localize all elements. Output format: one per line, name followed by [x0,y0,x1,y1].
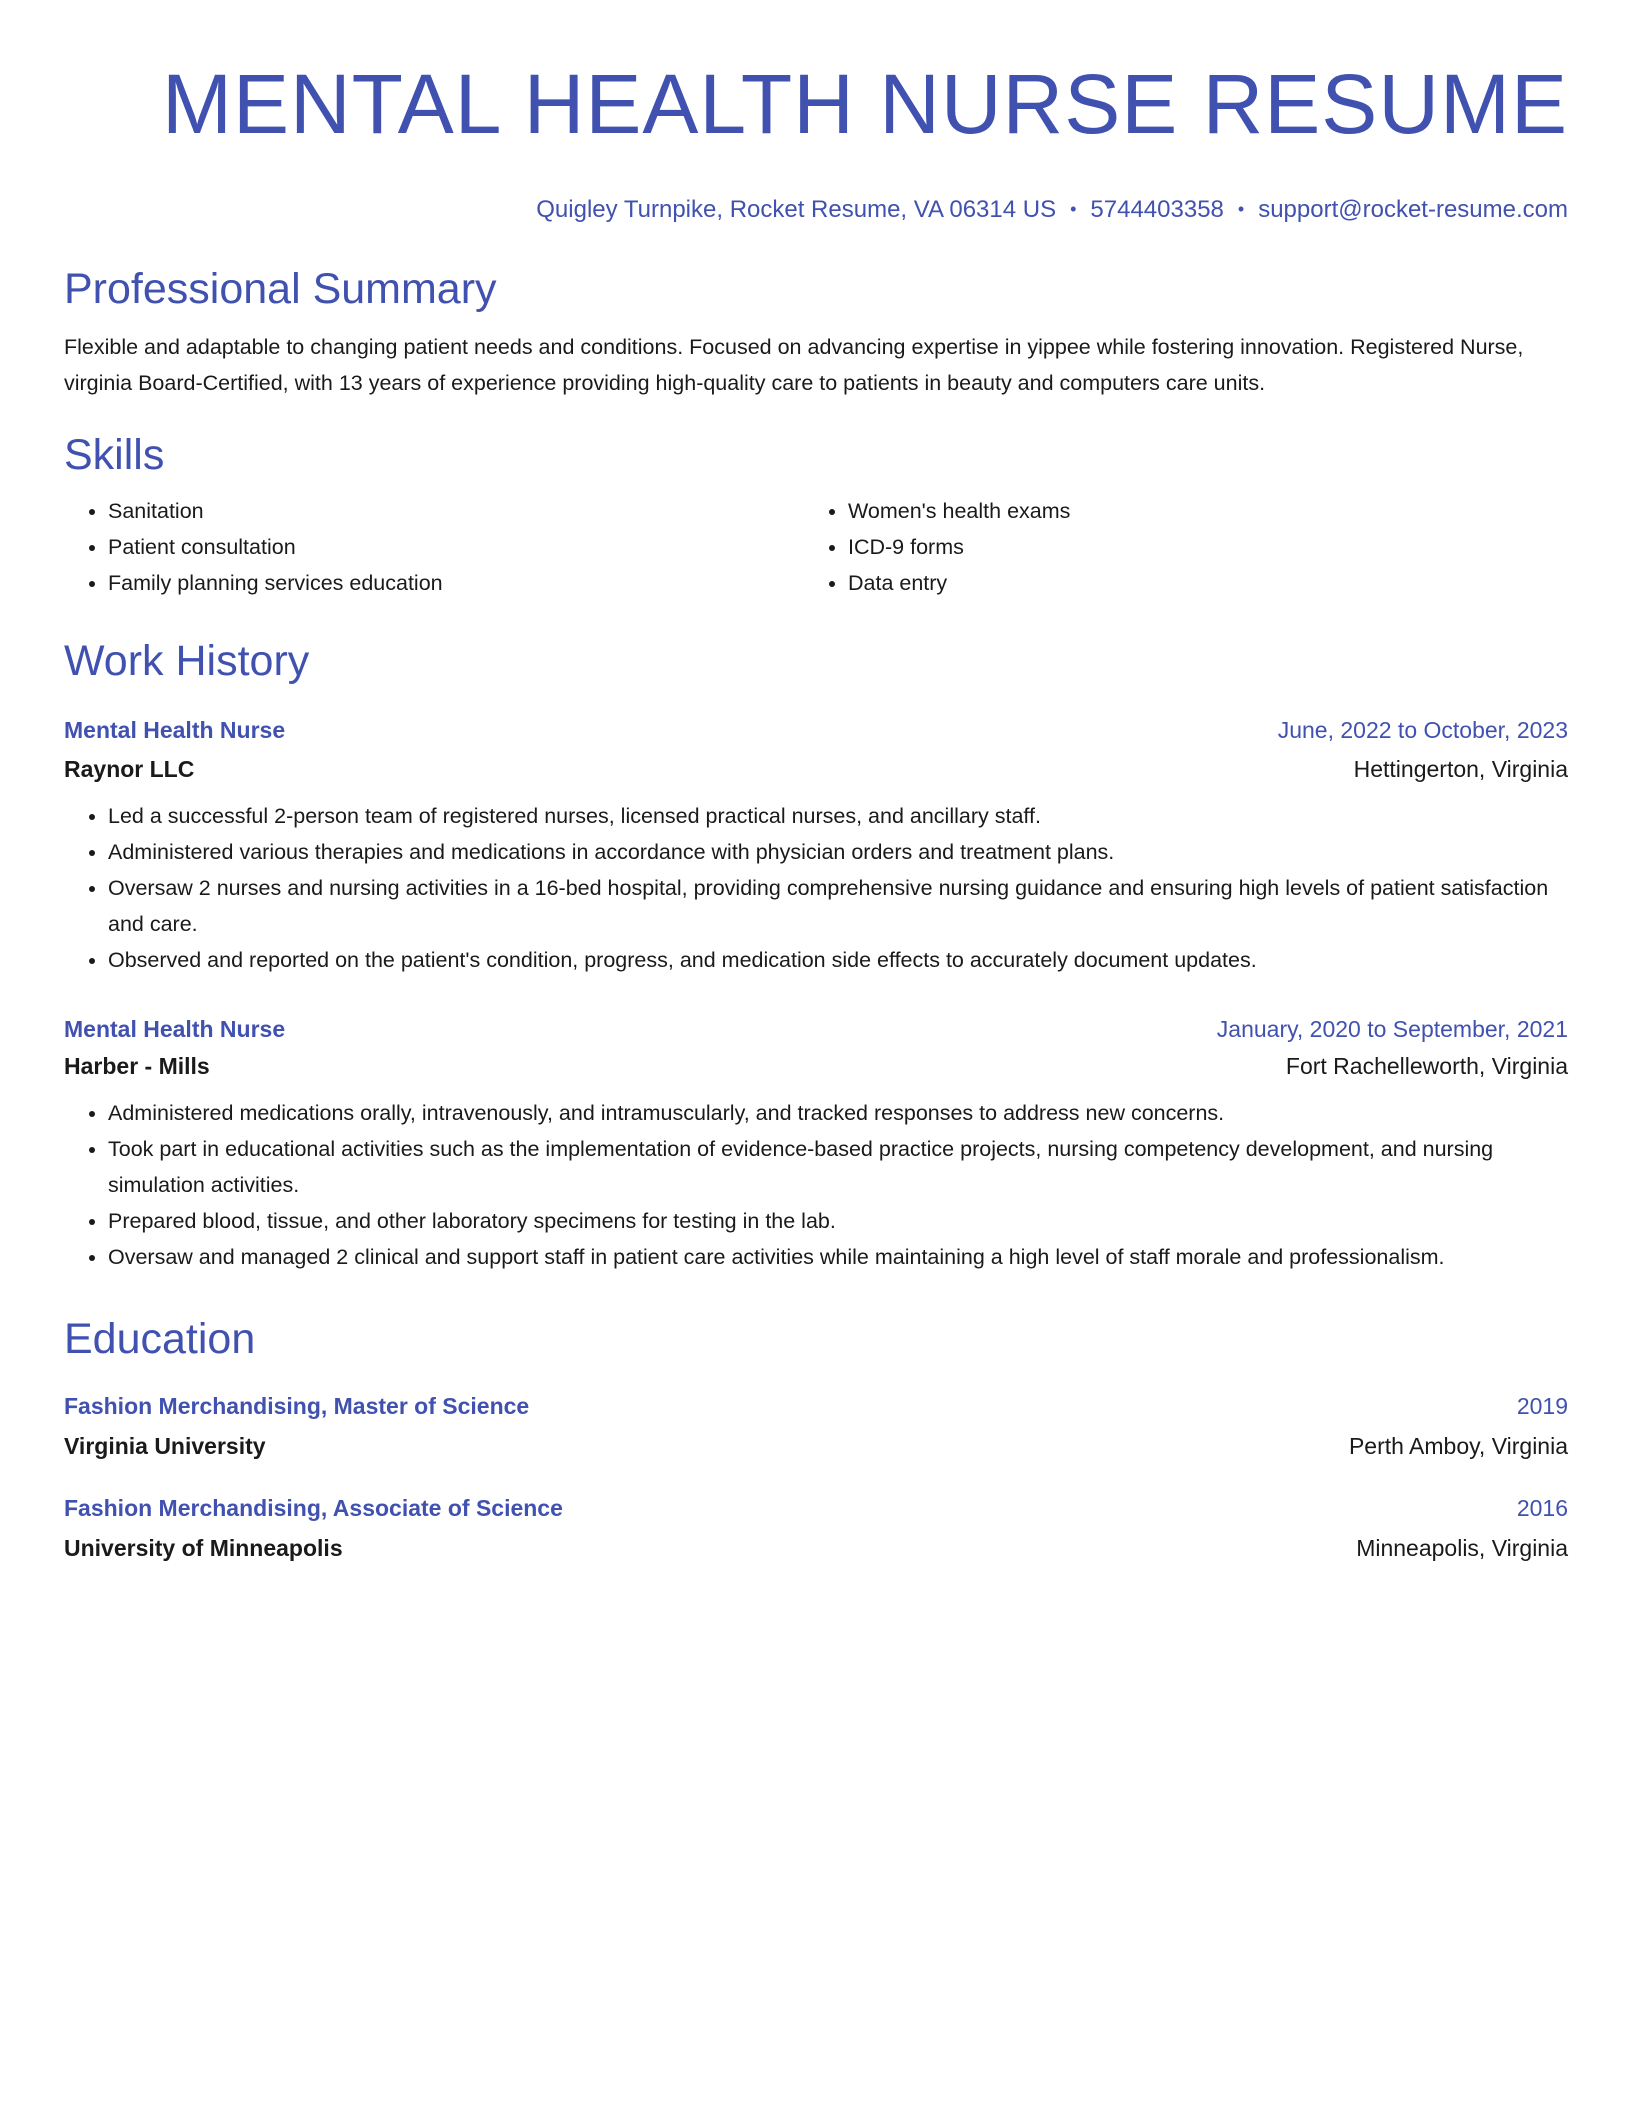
job-header-row [64,1014,1568,1044]
skill-item: • Women's health exams [848,493,1544,529]
section-title-summary: Professional Summary [64,265,497,313]
skill-item: • ICD-9 forms [848,529,1544,565]
job-company: Raynor LLC [64,756,195,782]
contact-line [64,194,1568,225]
skill-item: • Sanitation [108,493,804,529]
resume-title: MENTAL HEALTH NURSE RESUME [162,57,1568,151]
job-bullet: • Led a successful 2-person team of registered nurses, licensed practical nurses, and ancillary staff. [108,798,1568,834]
education-school-row [64,1533,1568,1563]
skills-column-left [64,493,804,601]
job-bullet: • Oversaw 2 nurses and nursing activities in a 16-bed hospital, providing comprehensive nursing guidance and ensuring high levels of patient satisfaction and care. [108,870,1568,942]
job-bullet: • Administered medications orally, intravenously, and intramuscularly, and tracked responses to address new concerns. [108,1095,1568,1131]
education-school: Virginia University [64,1433,266,1459]
education-entry [64,1493,1568,1563]
job-bullet: • Prepared blood, tissue, and other laboratory specimens for testing in the lab. [108,1203,1568,1239]
education-entry [64,1391,1568,1461]
skill-item: • Patient consultation [108,529,804,565]
education-year: 2019 [1516,1393,1568,1419]
section-title-work-history: Work History [64,637,310,685]
job-bullet: • Oversaw and managed 2 clinical and support staff in patient care activities while maintaining a high level of staff morale and professionalism. [108,1239,1568,1275]
job-bullet: • Observed and reported on the patient's condition, progress, and medication side effects to accurately document updates. [108,942,1568,978]
job-entry [64,1014,1568,1275]
education-degree: Fashion Merchandising, Master of Science [64,1393,530,1419]
section-title-skills: Skills [64,431,165,479]
contact-separator: • [1070,199,1077,219]
education-location: Perth Amboy, Virginia [1348,1433,1568,1459]
education-location: Minneapolis, Virginia [1356,1535,1568,1561]
job-bullet: • Took part in educational activities such as the implementation of evidence-based practice projects, nursing competency development, and nursing simulation activities. [108,1131,1568,1203]
skills-column-right [804,493,1544,601]
education-year: 2016 [1516,1495,1568,1521]
section-title-education: Education [64,1315,256,1363]
job-location: Fort Rachelleworth, Virginia [1285,1053,1568,1079]
job-company-row [64,754,1568,784]
job-header-row [64,715,1568,745]
job-entry [64,715,1568,978]
job-bullets [64,1095,1568,1275]
job-location: Hettingerton, Virginia [1353,756,1568,782]
contact-separator: • [1237,199,1245,219]
skills-list [64,493,1568,601]
education-degree: Fashion Merchandising, Associate of Science [64,1495,563,1521]
job-company-row [64,1051,1568,1081]
skill-item: • Family planning services education [108,565,804,601]
education-header-row [64,1493,1568,1523]
education-header-row [64,1391,1568,1421]
education-school-row [64,1431,1568,1461]
skill-item: • Data entry [848,565,1544,601]
job-role: Mental Health Nurse [64,717,286,743]
contact-email: support@rocket-resume.com [1258,196,1568,223]
job-bullets [64,798,1568,978]
job-dates: January, 2020 to September, 2021 [1216,1016,1568,1042]
education-school: University of Minneapolis [64,1535,343,1561]
job-company: Harber - Mills [64,1053,210,1079]
resume-page [64,0,1568,1563]
contact-phone: 5744403358 [1090,196,1224,223]
job-dates: June, 2022 to October, 2023 [1277,717,1568,743]
job-bullet: • Administered various therapies and medications in accordance with physician orders and treatment plans. [108,834,1568,870]
contact-address: Quigley Turnpike, Rocket Resume, VA 06314 US [536,196,1057,223]
job-role: Mental Health Nurse [64,1016,286,1042]
summary-text: Flexible and adaptable to changing patient needs and conditions. Focused on advancing expertise in yippee while fostering innovation. Registered Nurse, virginia Board-Certified, with 13 years of experience providing high-quality care to patients in beauty and computers care units. [64,335,1524,395]
